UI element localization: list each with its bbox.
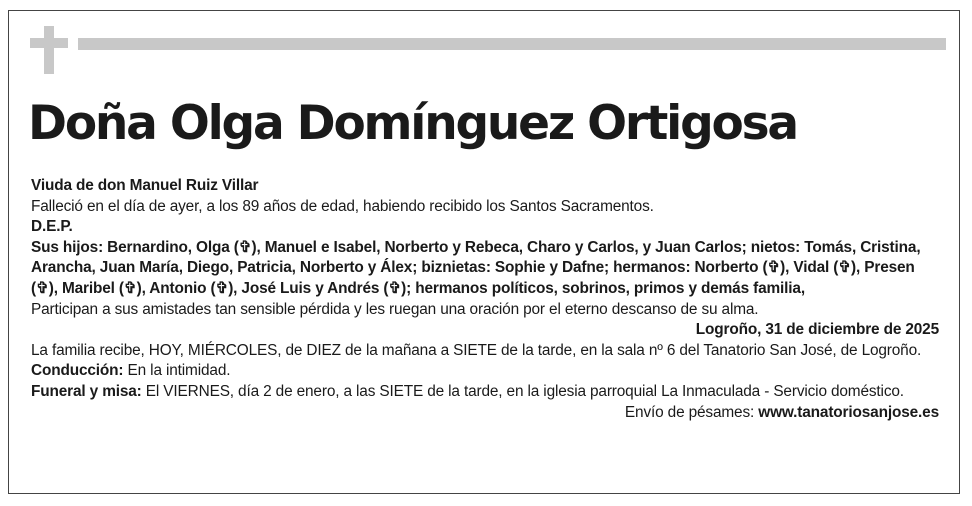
cross-icon <box>30 26 68 74</box>
condolences-label: Envío de pésames: <box>624 403 759 421</box>
condolences-link[interactable]: www.tanatoriosanjose.es <box>758 403 939 421</box>
family-list: Sus hijos: Bernardino, Olga (✞), Manuel e Isabel, Norberto y Rebeca, Charo y Carlos, y Juan Carlos; nietos: Tomás, Cristina, Arancha, Juan María, Diego, Patricia, Norberto y Álex; biznietas: Sophie y Dafne; hermanos: Norberto (✞), Vidal (✞), Presen (✞), Maribel (✞), Antonio (✞), José Luis y Andrés (✞); hermanos políticos, sobrinos, primos y demás familia, <box>31 238 921 297</box>
death-line: Falleció en el día de ayer, a los 89 años de edad, habiendo recibido los Santos Sacramentos. <box>31 197 654 215</box>
notice-body <box>31 176 939 423</box>
header-rule <box>78 38 946 50</box>
condolences-line <box>31 403 939 424</box>
funeral-info <box>31 382 939 403</box>
widow-line: Viuda de don Manuel Ruiz Villar <box>31 177 259 194</box>
conduction-info <box>31 361 939 382</box>
funeral-value: El VIERNES, día 2 de enero, a las SIETE de la tarde, en la iglesia parroquial La Inmaculada - Servicio doméstico. <box>141 382 904 400</box>
place-date: Logroño, 31 de diciembre de 2025 <box>695 321 939 339</box>
conduction-value: En la intimidad. <box>123 362 231 380</box>
deceased-name: Doña Olga Domínguez Ortigosa <box>28 96 797 151</box>
funeral-label: Funeral y misa: <box>31 382 142 400</box>
conduction-label: Conducción: <box>31 362 124 380</box>
wake-info: La familia recibe, HOY, MIÉRCOLES, de DIEZ de la mañana a SIETE de la tarde, en la sala nº 6 del Tanatorio San José, de Logroño. <box>31 341 922 359</box>
prayer-request: Participan a sus amistades tan sensible pérdida y les ruegan una oración por el eterno descanso de su alma. <box>31 300 759 318</box>
rip-line: D.E.P. <box>31 218 73 236</box>
